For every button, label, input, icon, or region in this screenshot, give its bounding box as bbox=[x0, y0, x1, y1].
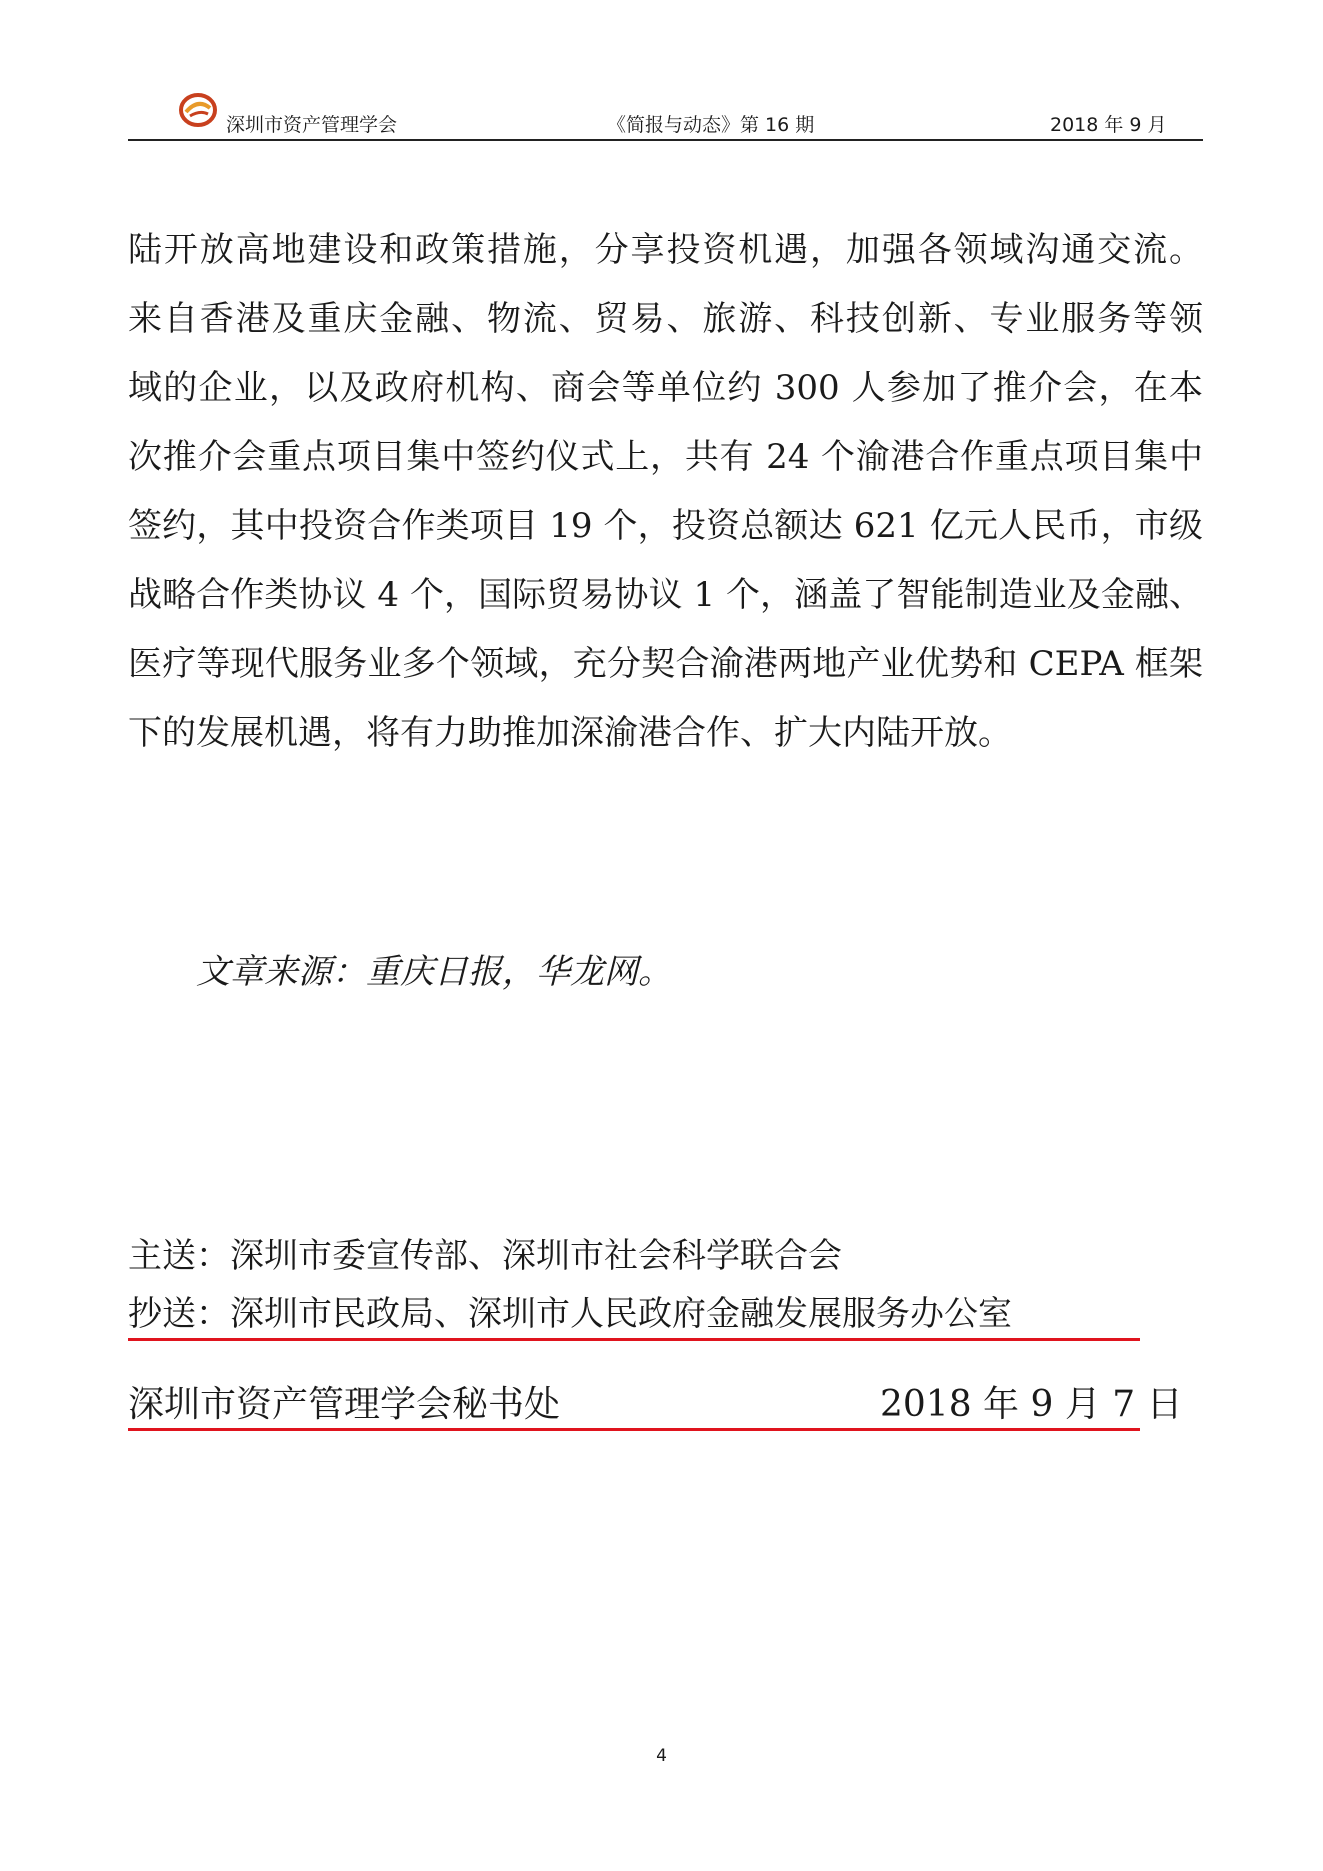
header-issue-title: 《简报与动态》第 16 期 bbox=[607, 114, 815, 136]
body-line: 医疗等现代服务业多个领域，充分契合渝港两地产业优势和 CEPA 框架 bbox=[128, 644, 1203, 684]
article-body bbox=[128, 216, 1203, 768]
body-line: 陆开放高地建设和政策措施，分享投资机遇，加强各领域沟通交流。 bbox=[128, 230, 1203, 270]
issue-date: 2018 年 9 月 7 日 bbox=[880, 1384, 1183, 1425]
body-line: 来自香港及重庆金融、物流、贸易、旅游、科技创新、专业服务等领 bbox=[128, 299, 1203, 339]
red-divider bbox=[128, 1338, 1140, 1341]
header-date: 2018 年 9 月 bbox=[1050, 114, 1167, 136]
cc-recipients: 抄送：深圳市民政局、深圳市人民政府金融发展服务办公室 bbox=[128, 1294, 1012, 1334]
body-line: 次推介会重点项目集中签约仪式上，共有 24 个渝港合作重点项目集中 bbox=[128, 437, 1203, 477]
body-line: 签约，其中投资合作类项目 19 个，投资总额达 621 亿元人民币，市级 bbox=[128, 506, 1203, 546]
body-line: 战略合作类协议 4 个，国际贸易协议 1 个，涵盖了智能制造业及金融、 bbox=[128, 575, 1203, 615]
society-logo-icon bbox=[178, 92, 218, 128]
red-divider-bottom bbox=[128, 1428, 1140, 1431]
issuer-name: 深圳市资产管理学会秘书处 bbox=[128, 1384, 561, 1425]
header-rule bbox=[128, 139, 1203, 141]
header-org-name: 深圳市资产管理学会 bbox=[226, 114, 398, 136]
main-recipients: 主送：深圳市委宣传部、深圳市社会科学联合会 bbox=[128, 1236, 842, 1276]
article-source: 文章来源：重庆日报，华龙网。 bbox=[196, 952, 672, 992]
body-line: 域的企业，以及政府机构、商会等单位约 300 人参加了推介会，在本 bbox=[128, 368, 1203, 408]
page-header bbox=[128, 92, 1203, 140]
page-number: 4 bbox=[656, 1746, 667, 1766]
body-line: 下的发展机遇，将有力助推加深渝港合作、扩大内陆开放。 bbox=[128, 713, 1012, 753]
